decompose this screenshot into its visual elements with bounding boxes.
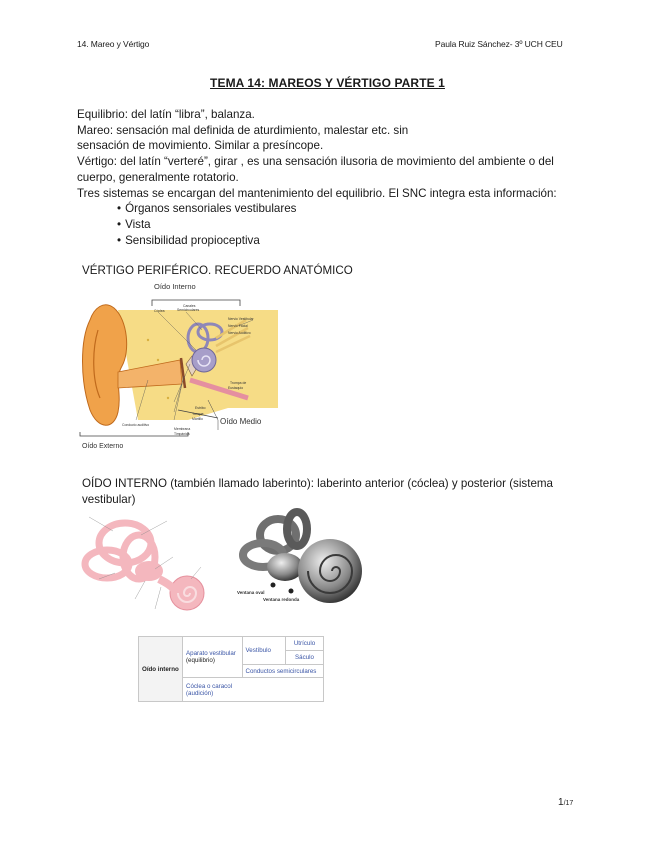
link-aparato-vestibular[interactable]: Aparato vestibular [186,650,236,658]
label-martillo: Martillo [192,417,203,421]
systems-list [117,201,577,248]
paragraph-vertigo: Vértigo: del latín “verteré”, girar , es una sensación ilusoria de movimiento del ambiente o del [77,155,554,169]
link-coclea[interactable]: Cóclea o caracol [186,682,233,690]
table-cell-coclea [183,678,324,702]
page-total: /17 [563,800,574,807]
link-conductos-semicirculares[interactable]: Conductos semicirculares [242,664,323,678]
section-heading-oido-interno: OÍDO INTERNO (también llamado laberinto): laberinto anterior (cóclea) y posterior (sistema vestibular) [82,477,554,506]
label-membrana: Membrana [174,427,191,431]
paragraph-mareo-cont: sensación de movimiento. Similar a presíncope. [77,139,324,153]
label-trompa: Trompa de [230,381,247,385]
page-number [558,797,573,808]
label-conducto: Conducto auditivo [122,423,150,427]
label-nervio-facial: Nervio Facial [228,324,248,328]
page-title: TEMA 14: MAREOS Y VÉRTIGO PARTE 1 [210,76,445,90]
header-section-title: 14. Mareo y Vértigo [77,39,150,49]
page-current: 1 [558,797,564,808]
label-timpanica: Timpánica [174,432,190,436]
label-eustaquio: Eustaquio [228,386,244,390]
paragraph-vertigo-cont: cuerpo, generalmente rotatorio. [77,170,239,184]
table-cell-equilibrio: (equilibrio) [186,657,215,665]
list-item: • Sensibilidad propioceptiva [117,233,577,249]
link-saculo[interactable]: Sáculo [286,650,324,664]
table-root-cell: Oído interno [139,637,183,702]
paragraph-equilibrio: Equilibrio: del latín “libra”, balanza. [77,108,255,121]
link-vestibulo[interactable]: Vestíbulo [242,637,286,665]
label-oido-interno: Oído Interno [154,282,196,291]
inner-ear-classification-table [138,636,324,702]
list-item: • Vista [117,217,577,233]
label-semicirculares: Semicirculares [177,308,200,312]
label-ventana-oval: Ventana oval [237,590,265,595]
labyrinth-3d-model [233,505,373,605]
section-heading-vertigo-periferico: VÉRTIGO PERIFÉRICO. RECUERDO ANATÓMICO [82,264,353,277]
label-oido-medio: Oído Medio [220,417,262,426]
link-utriculo[interactable]: Utrículo [286,637,324,651]
label-ventana-redonda: Ventana redonda [263,597,300,602]
table-cell-audicion: (audición) [186,689,214,697]
paragraph-mareo: Mareo: sensación mal definida de aturdimiento, malestar etc. sin [77,123,409,137]
label-nervio-auditivo: Nervio Auditivo [228,331,251,335]
label-nervio-vestibular: Nervio Vestibular [228,317,254,321]
cochlea-shape [170,576,204,610]
labyrinth-diagram [75,509,225,614]
header-author: Paula Ruiz Sánchez- 3º UCH CEU [435,39,563,49]
cochlea [192,348,216,372]
outer-ear [83,305,127,425]
intro-text [77,107,577,248]
label-estribo: Estribo [195,406,206,410]
paragraph-sistemas: Tres sistemas se encargan del mantenimiento del equilibrio. El SNC integra esta información: [77,186,557,200]
label-oido-externo: Oído Externo [82,443,124,450]
ear-anatomy-figure [78,280,278,452]
label-yunque: Yunque [192,412,204,416]
label-coclea: Cóclea [154,309,165,313]
table-cell-aparato-vestibular [183,637,243,678]
list-item: • Órganos sensoriales vestibulares [117,201,577,217]
label-canales: Canales [183,304,196,308]
